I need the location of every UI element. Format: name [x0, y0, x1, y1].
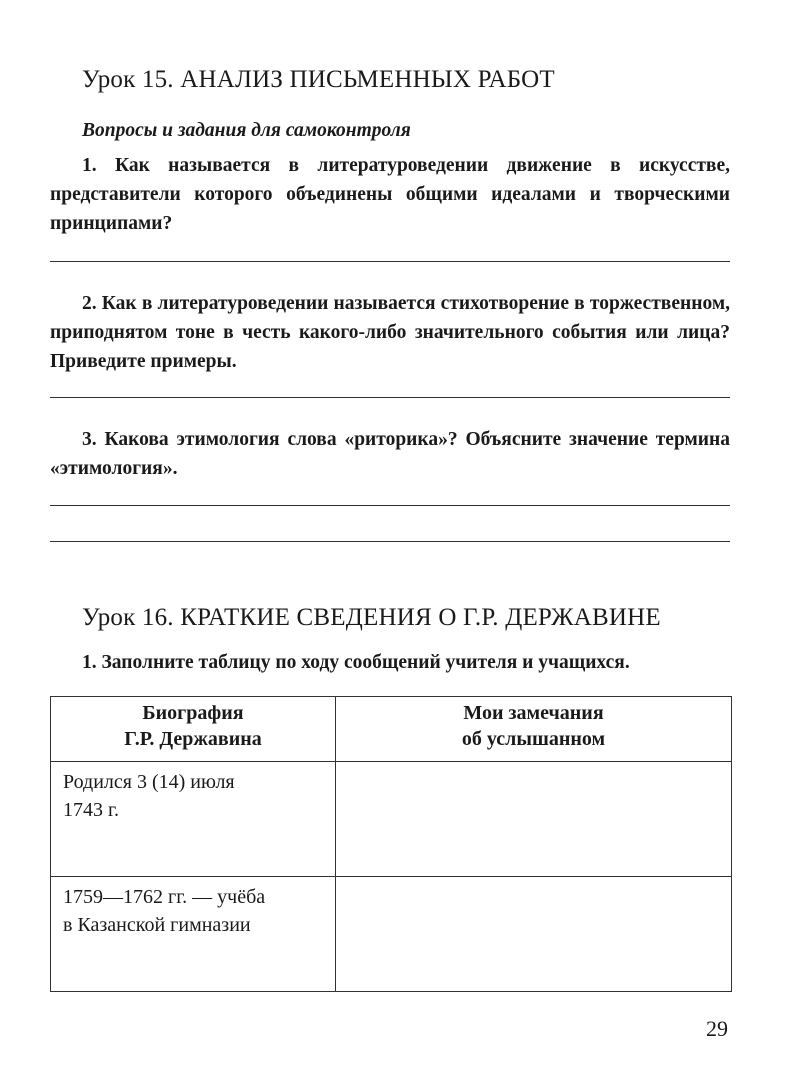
table-row [51, 877, 732, 992]
notes-cell[interactable] [336, 762, 732, 877]
bio-cell [51, 877, 336, 992]
lesson-16-title: Урок 16. КРАТКИЕ СВЕДЕНИЯ О Г.Р. ДЕРЖАВИНЕ [82, 604, 661, 631]
self-check-heading: Вопросы и задания для самоконтроля [82, 120, 411, 141]
header-notes [336, 697, 732, 762]
bio-cell-line2: в Казанской гимназии [63, 914, 251, 936]
lesson-15-title: Урок 15. АНАЛИЗ ПИСЬМЕННЫХ РАБОТ [82, 66, 555, 93]
notes-cell[interactable] [336, 877, 732, 992]
question-3: 3. Какова этимология слова «риторика»? Объясните значение термина «этимология». [50, 429, 730, 479]
page-number: 29 [706, 1016, 728, 1041]
bio-cell-line1: Родился 3 (14) июля [63, 771, 235, 793]
bio-cell-line1: 1759—1762 гг. — учёба [63, 886, 266, 908]
table-row [51, 762, 732, 877]
header-notes-line2: об услышанном [461, 728, 606, 750]
question-1: 1. Как называется в литературоведении движение в искусстве, представители которого объединены общими идеалами и творческими принципами? [50, 155, 730, 234]
biography-table [50, 696, 732, 992]
answer-line-1[interactable] [50, 261, 730, 262]
header-biography-line2: Г.Р. Державина [124, 728, 262, 750]
bio-cell [51, 762, 336, 877]
answer-line-3b[interactable] [50, 541, 730, 542]
header-biography-line1: Биография [142, 702, 244, 724]
table-header-row [51, 697, 732, 762]
table-task: 1. Заполните таблицу по ходу сообщений учителя и учащихся. [82, 652, 630, 673]
header-notes-line1: Мои замечания [463, 702, 604, 724]
answer-line-3a[interactable] [50, 505, 730, 506]
bio-cell-line2: 1743 г. [63, 799, 119, 821]
header-biography [51, 697, 336, 762]
question-2: 2. Как в литературоведении называется стихотворение в торжественном, приподнятом тоне в честь какого-либо значительного события или лица? Приведите примеры. [50, 293, 730, 372]
answer-line-2[interactable] [50, 397, 730, 398]
